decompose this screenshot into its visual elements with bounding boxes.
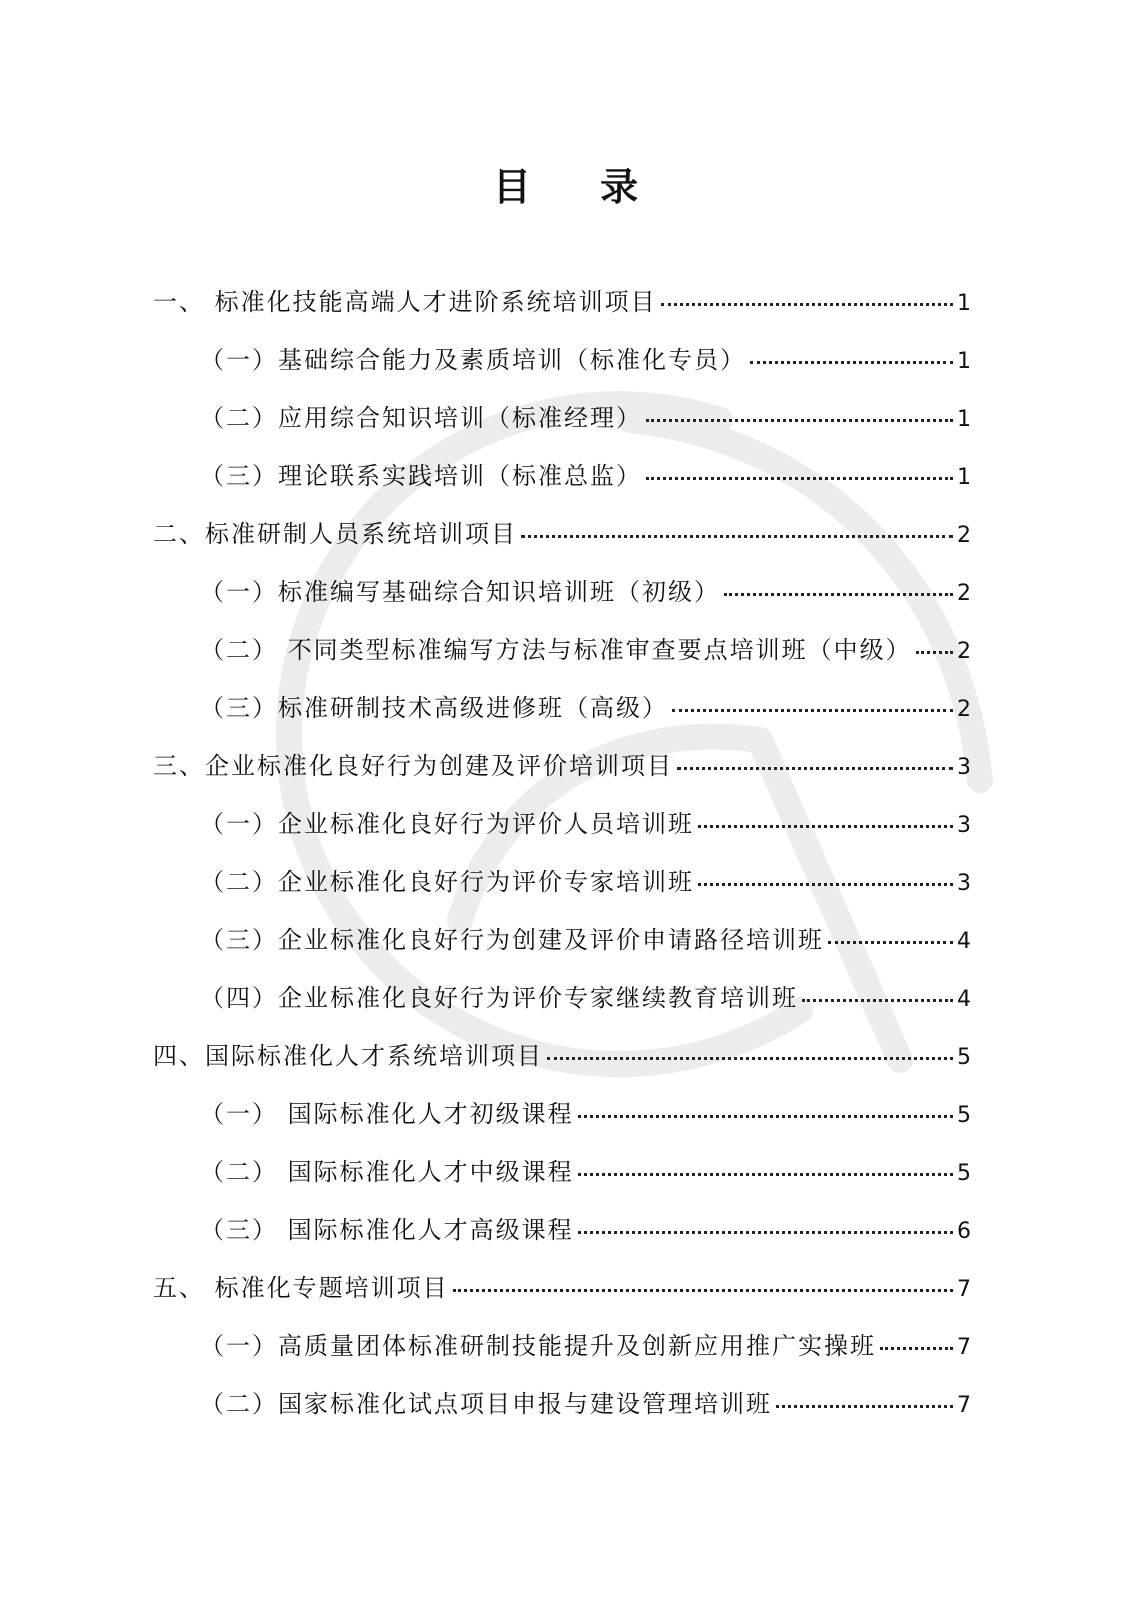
toc-dot-leader: [661, 303, 953, 306]
toc-page-number: 3: [957, 813, 971, 838]
toc-dot-leader: [880, 1347, 953, 1350]
toc-entry[interactable]: [200, 340, 971, 372]
toc-page-number: 1: [957, 465, 971, 490]
toc-entry[interactable]: [200, 1384, 971, 1416]
toc-entry-label: （二）国家标准化试点项目申报与建设管理培训班: [200, 1390, 772, 1418]
toc-entry-label: （三）理论联系实践培训（标准总监）: [200, 462, 642, 490]
toc-entry[interactable]: [153, 1036, 971, 1068]
toc-entry-label: （三）企业标准化良好行为创建及评价申请路径培训班: [200, 926, 824, 954]
page-title: 目 录: [492, 165, 667, 209]
toc-entry[interactable]: [200, 1326, 971, 1358]
toc-entry[interactable]: [200, 456, 971, 488]
toc-page-number: 2: [957, 697, 971, 722]
toc-entry[interactable]: [200, 1210, 971, 1242]
toc-page-number: 7: [957, 1277, 971, 1302]
toc-entry[interactable]: [153, 282, 971, 314]
toc-entry-label: （三）标准研制技术高级进修班（高级）: [200, 694, 668, 722]
toc-dot-leader: [698, 825, 953, 828]
toc-dot-leader: [724, 593, 953, 596]
toc-dot-leader: [453, 1289, 953, 1292]
toc-entry-label: （一）标准编写基础综合知识培训班（初级）: [200, 578, 720, 606]
toc-dot-leader: [578, 1173, 953, 1176]
toc-entry[interactable]: [200, 688, 971, 720]
toc-entry-label: （二） 不同类型标准编写方法与标准审查要点培训班（中级）: [200, 636, 912, 664]
toc-entry-label: （一）高质量团体标准研制技能提升及创新应用推广实操班: [200, 1332, 876, 1360]
toc-dot-leader: [646, 419, 953, 422]
toc-entry-label: 四、国际标准化人才系统培训项目: [153, 1042, 543, 1070]
toc-entry-label: （四）企业标准化良好行为评价专家继续教育培训班: [200, 984, 798, 1012]
toc-page-number: 1: [957, 291, 971, 316]
toc-page-number: 3: [957, 755, 971, 780]
toc-entry[interactable]: [200, 398, 971, 430]
toc-entry[interactable]: [200, 978, 971, 1010]
toc-page-number: 1: [957, 407, 971, 432]
toc-entry-label: 二、标准研制人员系统培训项目: [153, 520, 517, 548]
toc-dot-leader: [672, 709, 953, 712]
toc-dot-leader: [828, 941, 953, 944]
toc-entry[interactable]: [200, 804, 971, 836]
toc-entry[interactable]: [200, 862, 971, 894]
toc-entry[interactable]: [200, 572, 971, 604]
toc-dot-leader: [646, 477, 953, 480]
toc-entry[interactable]: [153, 1268, 971, 1300]
toc-page-number: 2: [957, 639, 971, 664]
toc-entry[interactable]: [200, 1152, 971, 1184]
toc-page-number: 4: [957, 929, 971, 954]
toc-entry-label: （一）企业标准化良好行为评价人员培训班: [200, 810, 694, 838]
toc-dot-leader: [547, 1057, 953, 1060]
toc-entry[interactable]: [200, 920, 971, 952]
toc-dot-leader: [750, 361, 953, 364]
toc-dot-leader: [578, 1115, 953, 1118]
toc-page-number: 1: [957, 349, 971, 374]
toc-entry[interactable]: [200, 630, 971, 662]
toc-page-number: 6: [957, 1219, 971, 1244]
toc-entry-label: 一、 标准化技能高端人才进阶系统培训项目: [153, 288, 657, 316]
toc-entry[interactable]: [153, 746, 971, 778]
toc-entry-label: （二） 国际标准化人才中级课程: [200, 1158, 574, 1186]
toc-page-number: 5: [957, 1161, 971, 1186]
toc-dot-leader: [521, 535, 953, 538]
toc-dot-leader: [677, 767, 953, 770]
toc-page-number: 3: [957, 871, 971, 896]
toc-entry-label: （一） 国际标准化人才初级课程: [200, 1100, 574, 1128]
toc-entry-label: （三） 国际标准化人才高级课程: [200, 1216, 574, 1244]
toc-page-number: 5: [957, 1103, 971, 1128]
toc-dot-leader: [802, 999, 953, 1002]
toc-page-number: 7: [957, 1393, 971, 1418]
toc-page-number: 2: [957, 581, 971, 606]
toc-entry[interactable]: [200, 1094, 971, 1126]
toc-entry-label: （二）应用综合知识培训（标准经理）: [200, 404, 642, 432]
toc-entry-label: （二）企业标准化良好行为评价专家培训班: [200, 868, 694, 896]
toc-entry-label: （一）基础综合能力及素质培训（标准化专员）: [200, 346, 746, 374]
toc-page-number: 2: [957, 523, 971, 548]
toc-entry[interactable]: [153, 514, 971, 546]
toc-page-number: 5: [957, 1045, 971, 1070]
toc-dot-leader: [578, 1231, 953, 1234]
toc-entry-label: 三、企业标准化良好行为创建及评价培训项目: [153, 752, 673, 780]
toc-dot-leader: [698, 883, 953, 886]
toc-dot-leader: [916, 651, 953, 654]
toc-page-number: 7: [957, 1335, 971, 1360]
toc-page-number: 4: [957, 987, 971, 1012]
toc-entry-label: 五、 标准化专题培训项目: [153, 1274, 449, 1302]
toc-dot-leader: [776, 1405, 953, 1408]
